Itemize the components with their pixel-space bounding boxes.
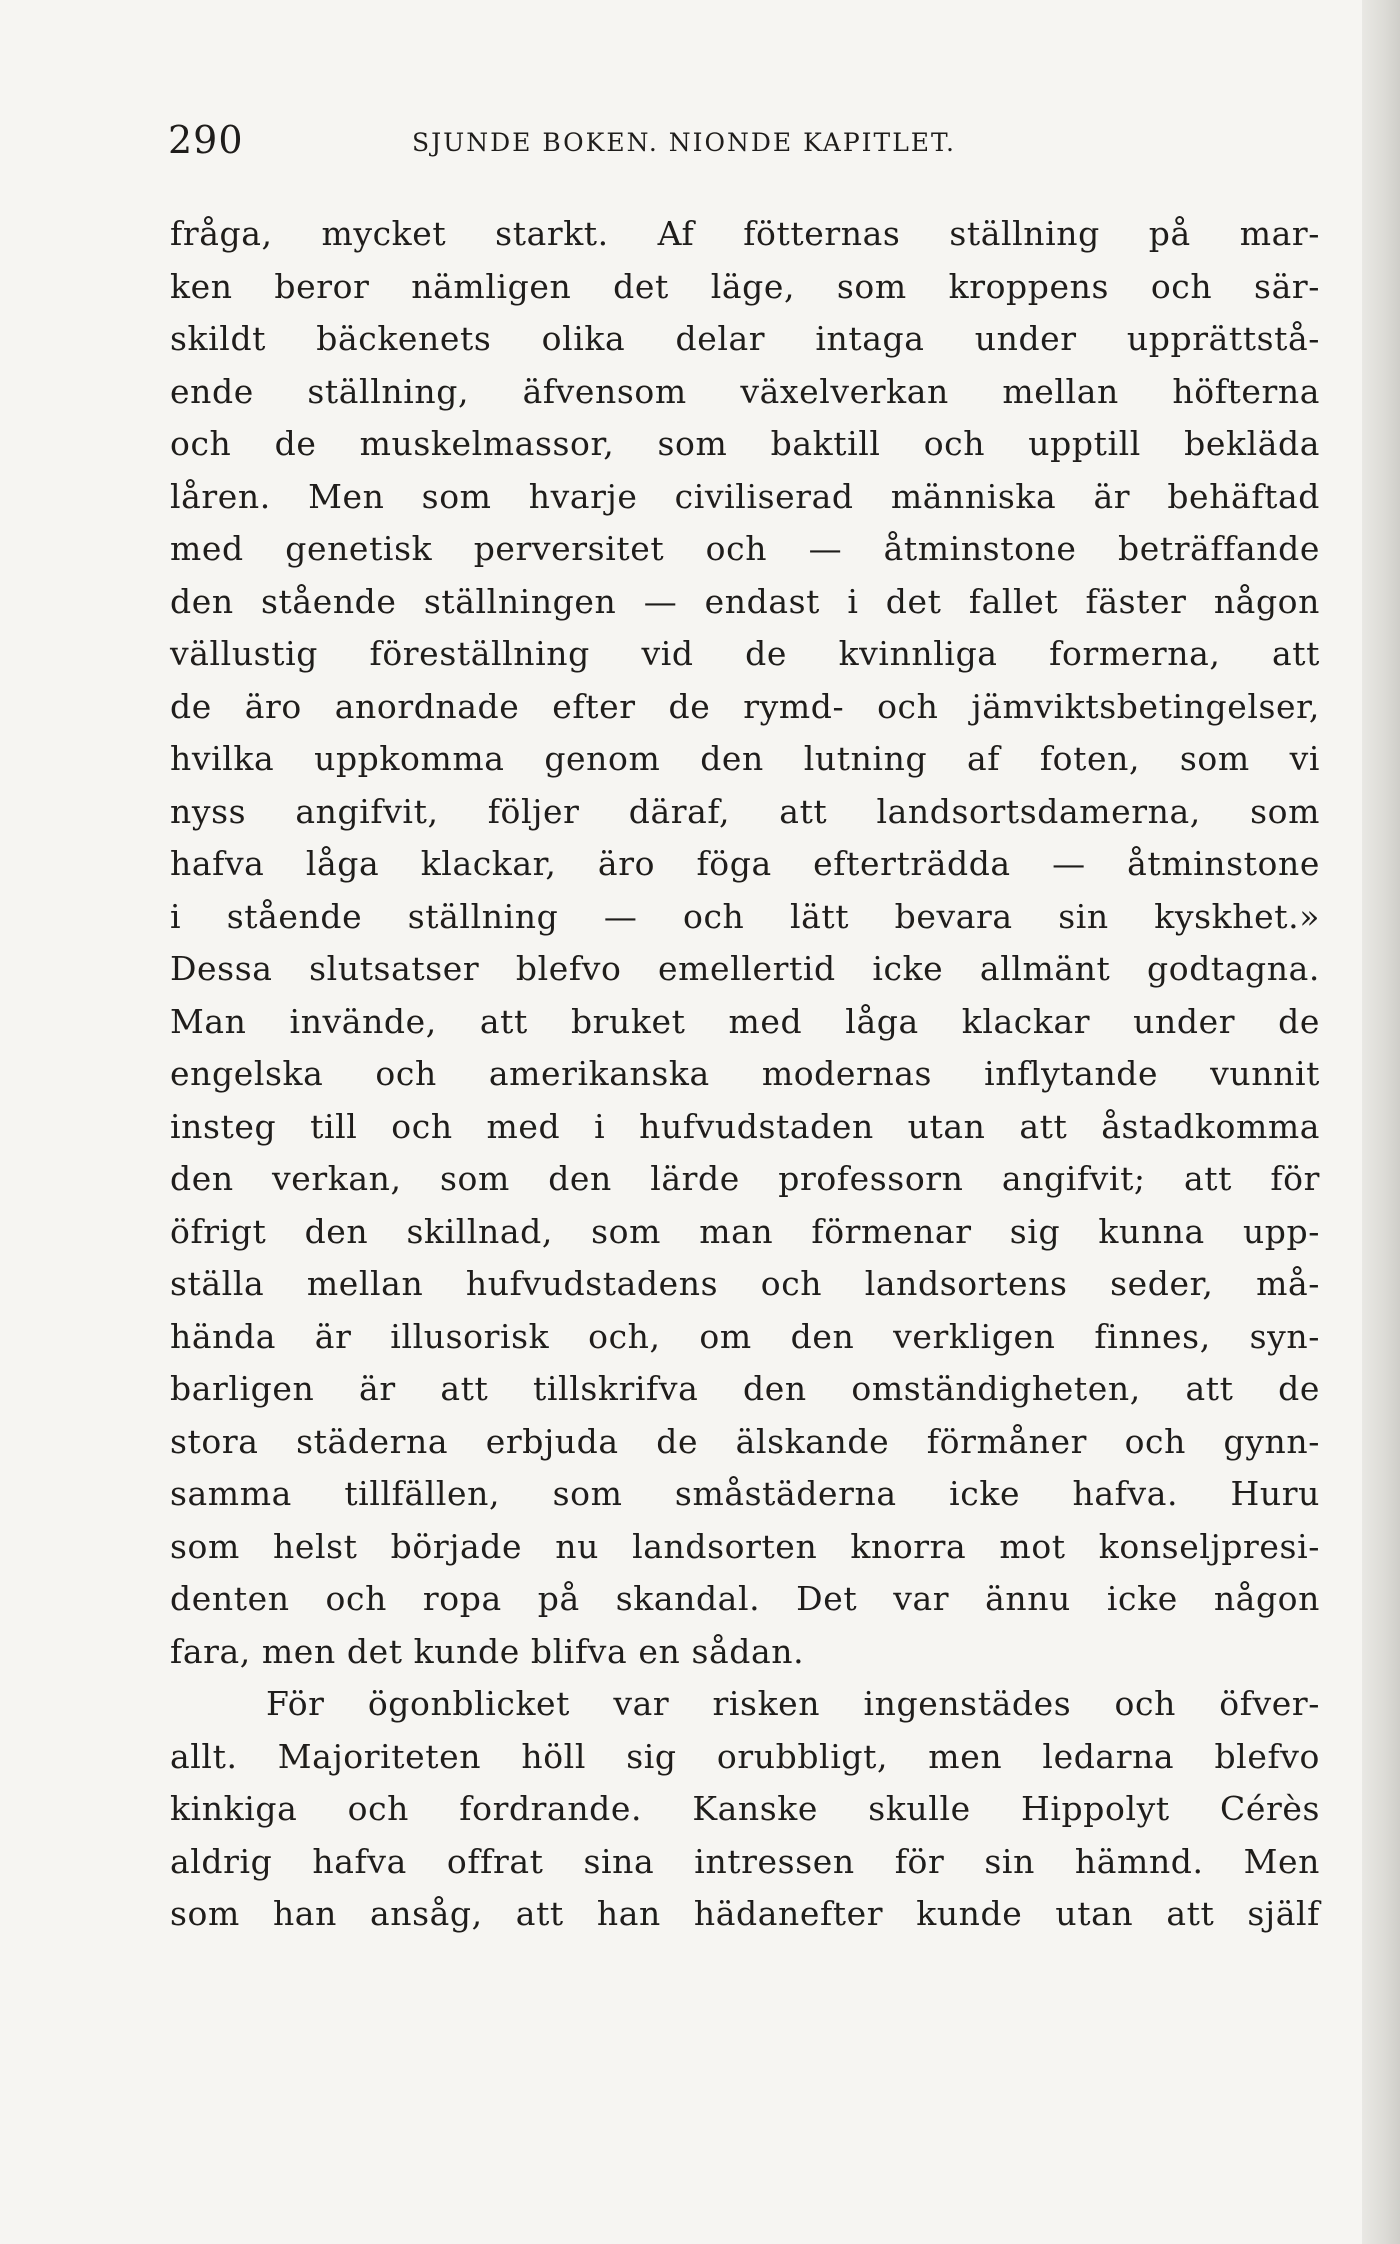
text-line: Dessa slutsatser blefvo emellertid icke allmänt godtagna. xyxy=(170,949,1320,988)
running-head: SJUNDE BOKEN. NIONDE KAPITLET. xyxy=(412,128,957,157)
text-line: den verkan, som den lärde professorn angifvit; att för xyxy=(170,1159,1320,1198)
text-line: samma tillfällen, som småstäderna icke hafva. Huru xyxy=(170,1474,1320,1513)
text-line: låren. Men som hvarje civiliserad människa är behäftad xyxy=(170,476,1320,516)
text-line: aldrig hafva offrat sina intressen för sin hämnd. Men xyxy=(170,1841,1320,1881)
body-text xyxy=(170,208,1320,1941)
text-line: fråga, mycket starkt. Af fötternas ställning på mar- xyxy=(170,214,1320,253)
text-line: För ögonblicket var risken ingenstädes och öfver- xyxy=(266,1684,1320,1723)
text-line: hända är illusorisk och, om den verkligen finnes, syn- xyxy=(170,1316,1320,1356)
text-line: fara, men det kunde blifva en sådan. xyxy=(170,1631,805,1671)
text-line: Man invände, att bruket med låga klackar under de xyxy=(170,1001,1320,1041)
text-line: insteg till och med i hufvudstaden utan att åstadkomma xyxy=(170,1106,1320,1146)
text-line: med genetisk perversitet och — åtminstone beträffande xyxy=(170,529,1320,568)
text-line: den stående ställningen — endast i det fallet fäster någon xyxy=(170,581,1320,621)
text-line: allt. Majoriteten höll sig orubbligt, men ledarna blefvo xyxy=(170,1736,1320,1776)
text-line: vällustig föreställning vid de kvinnliga formerna, att xyxy=(170,634,1320,673)
text-line: ende ställning, äfvensom växelverkan mellan höfterna xyxy=(170,371,1320,411)
page-edge-shadow xyxy=(1362,0,1400,2244)
text-line: i stående ställning — och lätt bevara sin kyskhet.» xyxy=(170,896,1320,936)
text-line: hafva låga klackar, äro föga efterträdda — åtminstone xyxy=(170,844,1320,883)
text-line: ken beror nämligen det läge, som kroppens och sär- xyxy=(170,266,1320,306)
text-line: kinkiga och fordrande. Kanske skulle Hippolyt Cérès xyxy=(170,1789,1320,1828)
text-line: stora städerna erbjuda de älskande förmåner och gynn- xyxy=(170,1421,1320,1461)
text-line: som helst började nu landsorten knorra mot konseljpresi- xyxy=(170,1526,1320,1566)
text-line: ställa mellan hufvudstadens och landsortens seder, må- xyxy=(170,1264,1320,1303)
text-line: engelska och amerikanska modernas inflytande vunnit xyxy=(170,1054,1320,1093)
text-line: barligen är att tillskrifva den omständigheten, att de xyxy=(170,1369,1320,1408)
text-line: och de muskelmassor, som baktill och upptill bekläda xyxy=(170,424,1320,463)
text-line: de äro anordnade efter de rymd- och jämviktsbetingelser, xyxy=(170,686,1320,726)
page-header xyxy=(168,112,1320,172)
text-line: som han ansåg, att han hädanefter kunde utan att själf xyxy=(170,1894,1320,1933)
text-line: denten och ropa på skandal. Det var ännu icke någon xyxy=(170,1579,1320,1618)
text-line: hvilka uppkomma genom den lutning af foten, som vi xyxy=(170,739,1320,778)
text-line: öfrigt den skillnad, som man förmenar sig kunna upp- xyxy=(170,1211,1320,1251)
text-line: nyss angifvit, följer däraf, att landsortsdamerna, som xyxy=(170,791,1320,831)
page-number: 290 xyxy=(168,118,244,162)
text-line: skildt bäckenets olika delar intaga under upprättstå- xyxy=(170,319,1320,358)
